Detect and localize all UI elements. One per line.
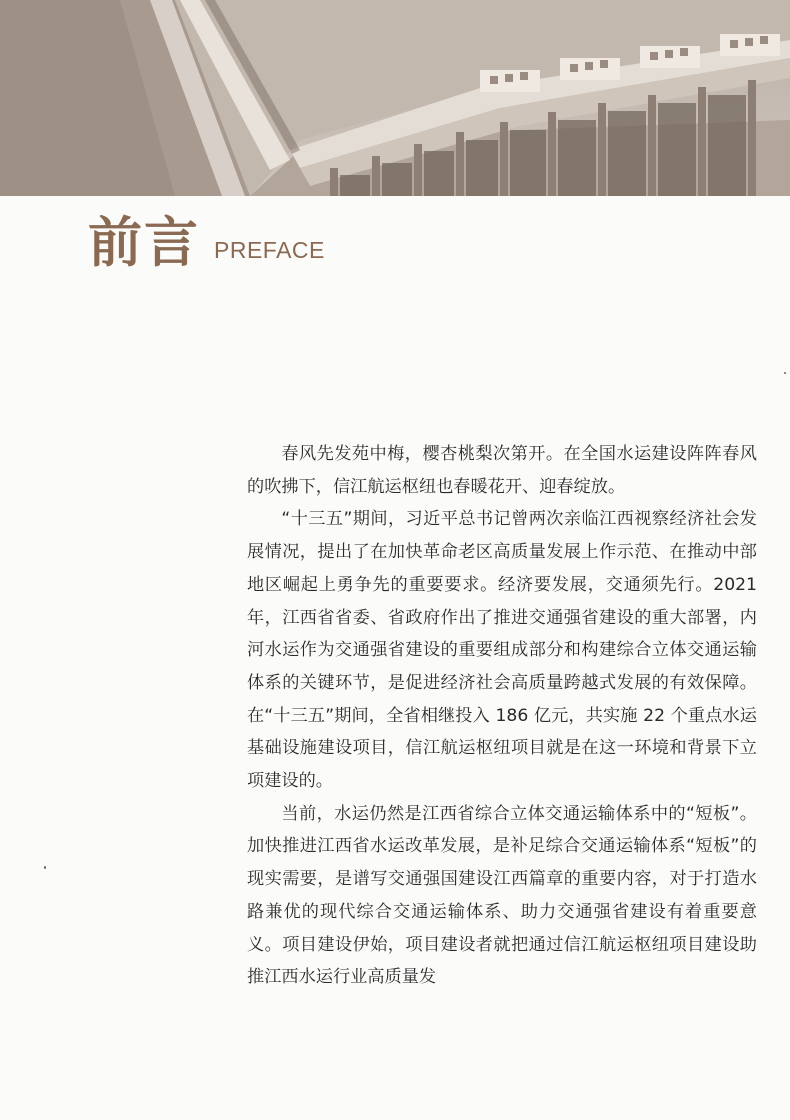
page-title (88, 210, 325, 274)
paragraph: “十三五”期间，习近平总书记曾两次亲临江西视察经济社会发展情况，提出了在加快革命老区高质量发展上作示范、在推动中部地区崛起上勇争先的重要要求。经济要发展，交通须先行。2021 年，江西省省委、省政府作出了推进交通强省建设的重大部署，内河水运作为交通强省建设的重要组成部分和构建综合立体交通运输体系的关键环节，是促进经济社会高质量跨越式发展的有效保障。在“十三五”期间，全省相继投入 186 亿元，共实施 22 个重点水运基础设施建设项目，信江航运枢纽项目就是在这一环境和背景下立项建设的。 (247, 509, 757, 792)
preface-body (247, 438, 757, 994)
print-speck (44, 866, 46, 869)
title-english: PREFACE (214, 237, 325, 263)
paragraph: 当前，水运仍然是江西省综合立体交通运输体系中的“短板”。加快推进江西省水运改革发展，是补足综合交通运输体系“短板”的现实需要，是谱写交通强国建设江西篇章的重要内容，对于打造水路兼优的现代综合交通运输体系、助力交通强省建设有着重要意义。项目建设伊始，项目建设者就把通过信江航运枢纽项目建设助推江西水运行业高质量发 (247, 803, 757, 988)
print-speck (784, 372, 786, 374)
header-banner-photo (0, 0, 790, 196)
dam-photo-illustration (0, 0, 790, 196)
title-chinese: 前言 (88, 210, 200, 274)
paragraph: 春风先发苑中梅，樱杏桃梨次第开。在全国水运建设阵阵春风的吹拂下，信江航运枢纽也春暖花开、迎春绽放。 (247, 444, 757, 497)
